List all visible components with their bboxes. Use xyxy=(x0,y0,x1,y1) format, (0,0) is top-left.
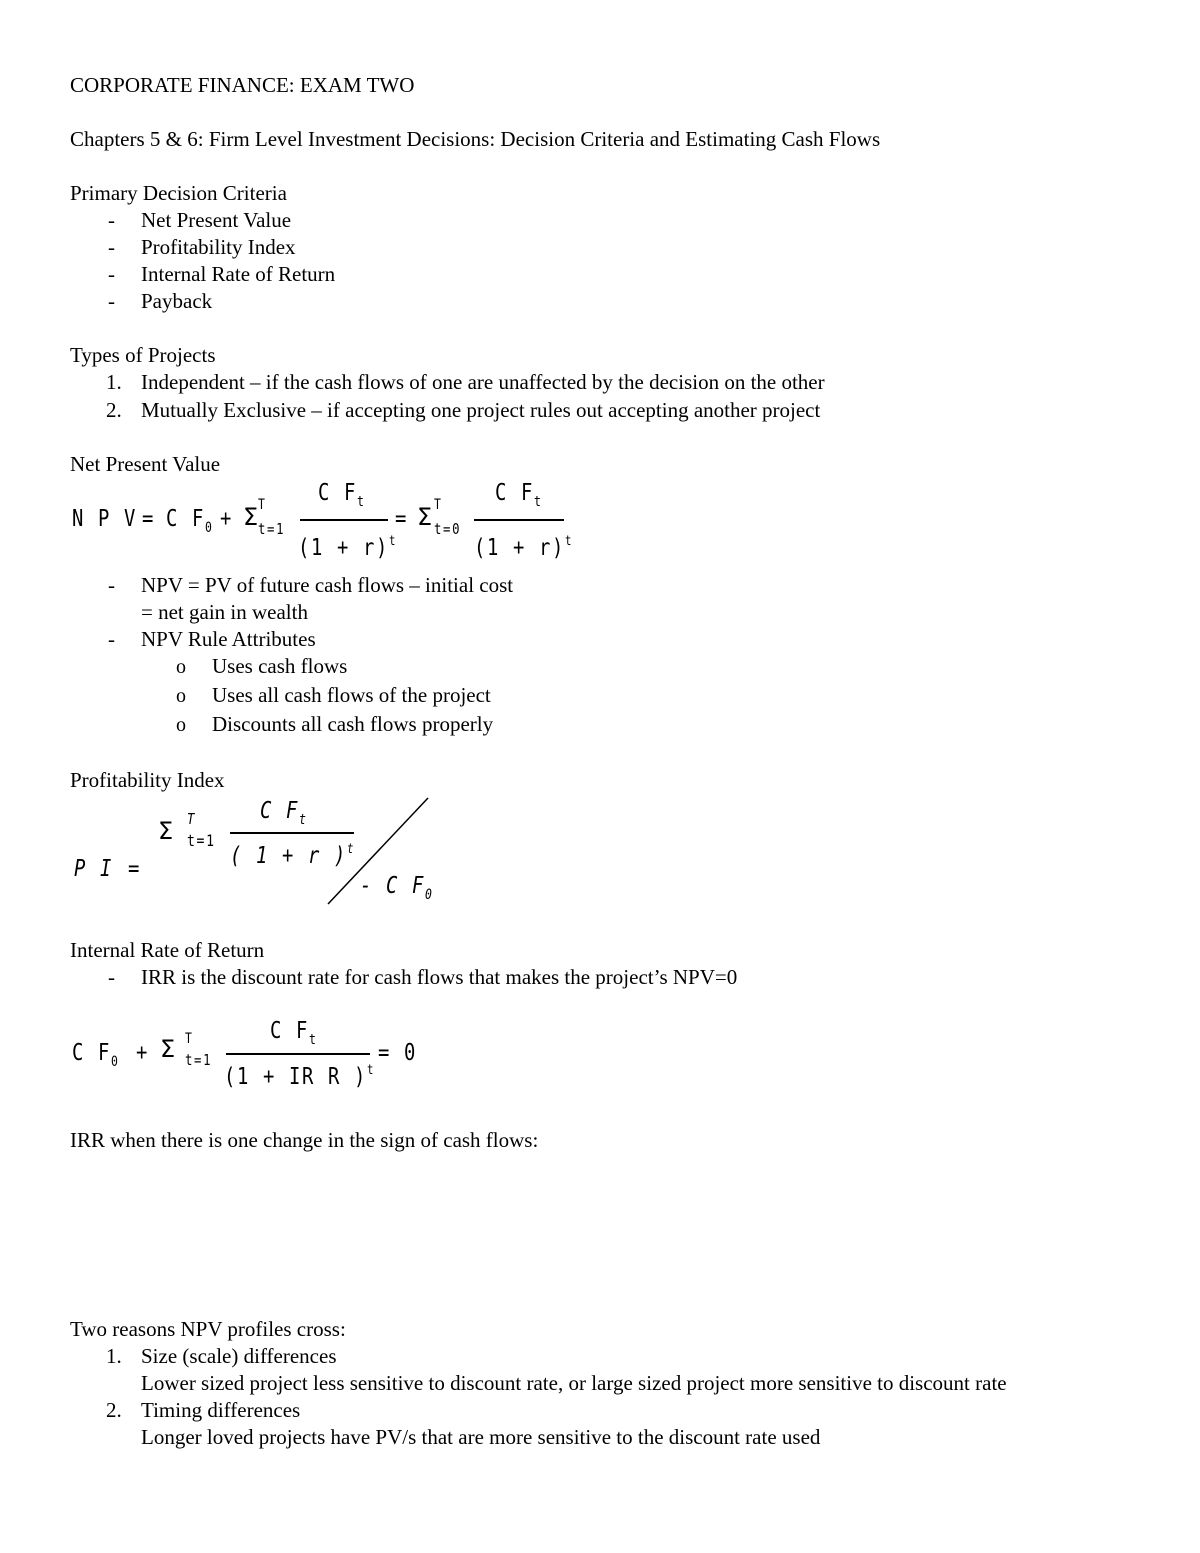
npv-formula-plus: + xyxy=(220,506,234,532)
irr-definition: IRR is the discount rate for cash flows that makes the project’s NPV=0 xyxy=(141,965,738,989)
npv-sum-upper-2: T xyxy=(434,497,443,513)
list-bullet: - xyxy=(108,262,115,286)
list-bullet: - xyxy=(108,235,115,259)
fraction-bar xyxy=(300,519,388,521)
fraction-bar xyxy=(474,519,564,521)
list-bullet: - xyxy=(108,627,115,651)
npv-definition-continued: = net gain in wealth xyxy=(141,600,308,624)
irr-fraction-numerator: C F xyxy=(270,1018,309,1044)
npv-formula-cf: C F xyxy=(166,506,205,532)
pi-denominator-cf: - C F xyxy=(360,873,425,899)
sub-bullet: o xyxy=(176,714,186,736)
npv-formula-cf-sub: 0 xyxy=(204,520,213,536)
pi-formula-equals: = xyxy=(128,856,142,882)
npv-denominator-sup-2: t xyxy=(564,534,573,549)
npv-sum-lower-2: t=0 xyxy=(434,520,462,538)
pi-formula-lhs: P I xyxy=(74,856,113,882)
pi-fraction-numerator: C F xyxy=(260,798,299,824)
pi-fraction-denominator: ( 1 + r ) xyxy=(230,843,347,869)
list-number: 1. xyxy=(106,370,122,394)
npv-formula-equals-2: = xyxy=(395,506,409,532)
pi-denominator-cf-sub: 0 xyxy=(424,887,433,903)
list-item-detail: Lower sized project less sensitive to discount rate, or large sized project more sensitive to discount rate xyxy=(141,1371,1007,1395)
irr-sum-lower: t=1 xyxy=(185,1051,213,1069)
npv-heading: Net Present Value xyxy=(70,452,221,476)
sigma-icon: Σ xyxy=(243,503,259,531)
npv-denominator-sup: t xyxy=(388,534,397,549)
cross-heading: Two reasons NPV profiles cross: xyxy=(70,1317,346,1341)
irr-fraction-denominator: (1 + IR R ) xyxy=(224,1064,367,1090)
sub-bullet: o xyxy=(176,685,186,707)
irr-formula-plus: + xyxy=(136,1040,150,1066)
npv-sum-upper: T xyxy=(258,497,267,513)
list-item: Mutually Exclusive – if accepting one project rules out accepting another project xyxy=(141,398,821,422)
npv-definition: NPV = PV of future cash flows – initial cost xyxy=(141,573,514,597)
list-item: Timing differences xyxy=(141,1398,301,1422)
npv-formula-lhs: N P V xyxy=(72,506,137,532)
irr-sum-upper: T xyxy=(185,1031,194,1047)
pi-sum-upper: T xyxy=(187,810,197,828)
sub-bullet: o xyxy=(176,656,186,678)
list-item: Uses all cash flows of the project xyxy=(212,683,491,707)
npv-fraction-denominator: (1 + r) xyxy=(298,535,389,561)
pi-heading: Profitability Index xyxy=(70,768,225,792)
list-bullet: - xyxy=(108,573,115,597)
list-item-detail: Longer loved projects have PV/s that are more sensitive to the discount rate used xyxy=(141,1425,821,1449)
list-bullet: - xyxy=(108,289,115,313)
list-bullet: - xyxy=(108,208,115,232)
npv-rule-attributes: NPV Rule Attributes xyxy=(141,627,316,651)
irr-formula-cf-sub: 0 xyxy=(110,1054,119,1070)
npv-numerator-sub: t xyxy=(356,494,365,510)
list-bullet: - xyxy=(108,965,115,989)
sigma-icon: Σ xyxy=(160,1035,176,1063)
list-item: Profitability Index xyxy=(141,235,296,259)
fraction-bar xyxy=(226,1053,370,1055)
npv-fraction-numerator: C F xyxy=(318,480,357,506)
irr-numerator-sub: t xyxy=(308,1032,317,1048)
sigma-icon: Σ xyxy=(417,503,433,531)
pi-denominator-sup: t xyxy=(346,842,355,857)
pi-numerator-sub: t xyxy=(298,812,307,828)
list-number: 2. xyxy=(106,1398,122,1422)
irr-formula-cf: C F xyxy=(72,1040,111,1066)
chapters-heading: Chapters 5 & 6: Firm Level Investment Decisions: Decision Criteria and Estimating Cash Flows xyxy=(70,127,881,151)
irr-one-change-heading: IRR when there is one change in the sign of cash flows: xyxy=(70,1128,539,1152)
list-item: Size (scale) differences xyxy=(141,1344,337,1368)
npv-numerator-sub-2: t xyxy=(533,494,542,510)
primary-criteria-heading: Primary Decision Criteria xyxy=(70,181,287,205)
list-item: Internal Rate of Return xyxy=(141,262,336,286)
list-number: 2. xyxy=(106,398,122,422)
irr-heading: Internal Rate of Return xyxy=(70,938,265,962)
list-item: Net Present Value xyxy=(141,208,292,232)
npv-formula-equals: = xyxy=(142,506,156,532)
irr-formula-rhs: = 0 xyxy=(378,1040,417,1066)
npv-fraction-denominator-2: (1 + r) xyxy=(474,535,565,561)
document-title: CORPORATE FINANCE: EXAM TWO xyxy=(70,73,415,97)
pi-sum-lower: t=1 xyxy=(187,831,216,850)
npv-sum-lower: t=1 xyxy=(258,520,286,538)
list-item: Discounts all cash flows properly xyxy=(212,712,494,736)
npv-fraction-numerator-2: C F xyxy=(495,480,534,506)
list-item: Payback xyxy=(141,289,213,313)
list-item: Uses cash flows xyxy=(212,654,348,678)
types-heading: Types of Projects xyxy=(70,343,216,367)
list-number: 1. xyxy=(106,1344,122,1368)
irr-denominator-sup: t xyxy=(366,1063,375,1078)
list-item: Independent – if the cash flows of one are unaffected by the decision on the other xyxy=(141,370,825,394)
sigma-icon: Σ xyxy=(158,817,174,845)
